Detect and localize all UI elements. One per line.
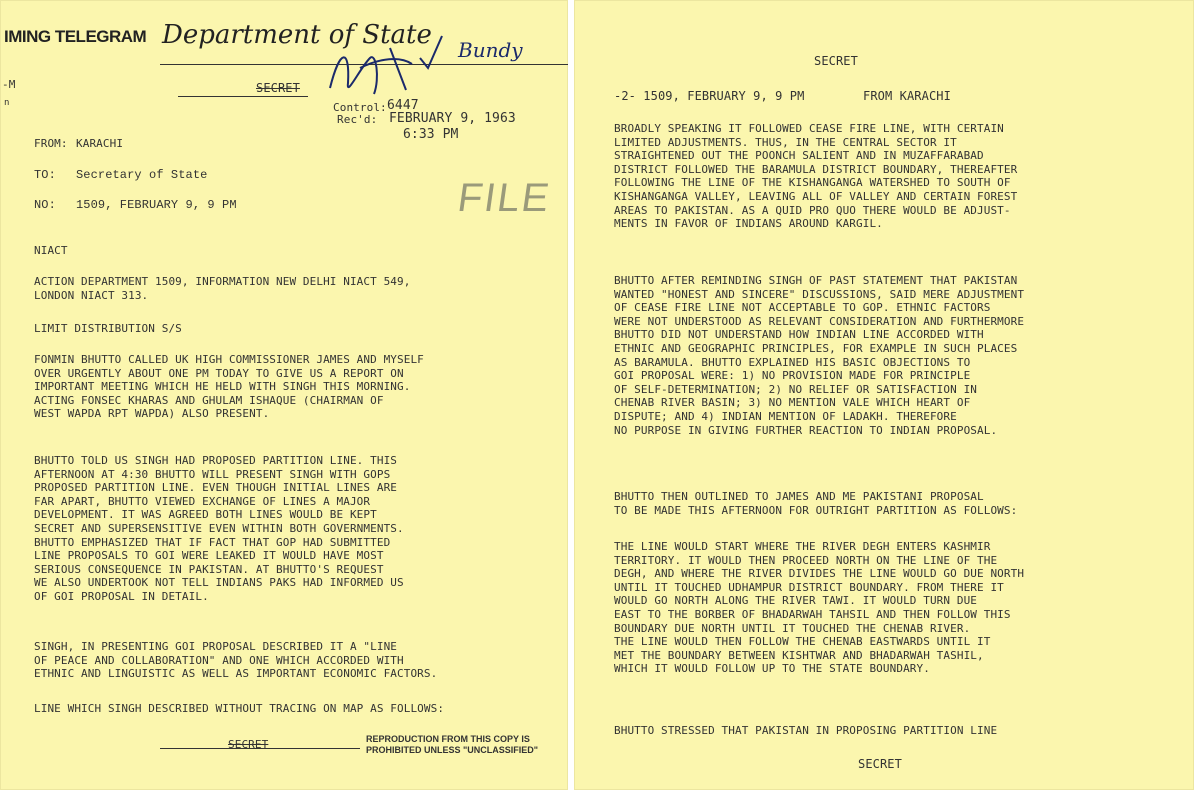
body-paragraph: NIACT	[34, 244, 68, 257]
body-paragraph: THE LINE WOULD START WHERE THE RIVER DEGH ENTERS KASHMIR TERRITORY. IT WOULD THEN PROCEED NORTH ON THE LINE OF THE DEGH, AND WHERE THE RIVER DIVIDES THE LINE WOULD GO DUE NORTH UNTIL IT TOUCHED UDHAMPUR DISTRICT BOUNDARY. FROM THERE IT WOULD GO NORTH ALONG THE RIVER TAWI. IT WOULD TURN DUE EAST TO THE BORBER OF BHADARWAH TAHSIL AND THEN FOLLOW THIS BOUNDARY DUE NORTH UNTIL IT TOUCHED THE CHENAB RIVER. THE LINE WOULD THEN FOLLOW THE CHENAB EASTWARDS UNTIL IT MET THE BOUNDARY BETWEEN KISHTWAR AND BHADARWAH TASHIL, WHICH IT WOULD FOLLOW UP TO THE STATE BOUNDARY.	[614, 540, 1025, 676]
body-paragraph: BHUTTO STRESSED THAT PAKISTAN IN PROPOSING PARTITION LINE	[614, 724, 998, 737]
file-stamp: FILE	[454, 176, 554, 220]
classification-mark: SECRET	[256, 81, 300, 95]
control-number: 6447	[387, 98, 419, 113]
telegram-page-1	[0, 0, 568, 790]
number-value: 1509, FEBRUARY 9, 9 PM	[76, 198, 237, 212]
body-paragraph: BHUTTO THEN OUTLINED TO JAMES AND ME PAKISTANI PROPOSAL TO BE MADE THIS AFTERNOON FOR OUTRIGHT PARTITION AS FOLLOWS:	[614, 490, 1018, 517]
body-paragraph: BHUTTO TOLD US SINGH HAD PROPOSED PARTITION LINE. THIS AFTERNOON AT 4:30 BHUTTO WILL PRESENT SINGH WITH GOPS PROPOSED PARTITION LINE. EVEN THOUGH INITIAL LINES ARE FAR APART, BHUTTO VIEWED EXCHANGE OF LINES A MAJOR DEVELOPMENT. IT WAS AGREED BOTH LINES WOULD BE KEPT SECRET AND SUPERSENSITIVE EVEN WITHIN BOTH GOVERNMENTS. BHUTTO EMPHASIZED THAT IF FACT THAT GOP HAD SUBMITTED LINE PROPOSALS TO GOI WERE LEAKED IT WOULD HAVE MOST SERIOUS CONSEQUENCE IN PAKISTAN. AT BHUTTO'S REQUEST WE ALSO UNDERTOOK NOT TELL INDIANS PAKS HAD INFORMED US OF GOI PROPOSAL IN DETAIL.	[34, 454, 404, 603]
body-paragraph: SINGH, IN PRESENTING GOI PROPOSAL DESCRIBED IT A "LINE OF PEACE AND COLLABORATION" AND ONE WHICH ACCORDED WITH ETHNIC AND LINGUISTIC AS WELL AS IMPORTANT ECONOMIC FACTORS.	[34, 640, 438, 681]
margin-mark: n	[4, 98, 10, 108]
received-label: Rec'd:	[337, 113, 378, 126]
classification-rule	[178, 96, 308, 97]
body-paragraph: BROADLY SPEAKING IT FOLLOWED CEASE FIRE LINE, WITH CERTAIN LIMITED ADJUSTMENTS. THUS, IN THE CENTRAL SECTOR IT STRAIGHTENED OUT THE POONCH SALIENT AND IN MUZAFFARABAD DISTRICT FOLLOWED THE BARAMULA DISTRICT BOUNDARY, THEREAFTER FOLLOWING THE LINE OF THE KISHANGANGA WATERSHED TO SOUTH OF KISHANGANGA VALLEY, LEAVING ALL OF VALLEY AND CERTAIN FOREST AREAS TO PAKISTAN. AS A QUID PRO QUO THERE WOULD BE ADJUST- MENTS IN FAVOR OF INDIANS AROUND KARGIL.	[614, 122, 1018, 231]
department-title: Department of State	[162, 20, 432, 50]
telegram-header: IMING TELEGRAM	[4, 27, 147, 46]
body-paragraph: LIMIT DISTRIBUTION S/S	[34, 322, 182, 335]
page-dateline: -2- 1509, FEBRUARY 9, 9 PM FROM KARACHI	[614, 89, 951, 103]
to-label: TO:	[34, 168, 56, 182]
from-value: KARACHI	[76, 137, 124, 150]
footer-classification: SECRET	[228, 738, 269, 751]
body-paragraph: BHUTTO AFTER REMINDING SINGH OF PAST STATEMENT THAT PAKISTAN WANTED "HONEST AND SINCERE" DISCUSSIONS, SAID MERE ADJUSTMENT OF CEASE FIRE LINE NOT ACCEPTABLE TO GOP. ETHNIC FACTORS WERE NOT UNDERSTOOD AS RELEVANT CONSIDERATION AND FURTHERMORE BHUTTO DID NOT UNDERSTAND HOW INDIAN LINE ACCORDED WITH ETHNIC AND GEOGRAPHIC PRINCIPLES, FOR EXAMPLE IN SUCH PLACES AS BARAMULA. BHUTTO EXPLAINED HIS BASIC OBJECTIONS TO GOI PROPOSAL WERE: 1) NO PROVISION MADE FOR PRINCIPLE OF SELF-DETERMINATION; 2) NO RELIEF OR SATISFACTION IN CHENAB RIVER BASIN; 3) NO MENTION VALE WHICH HEART OF DISPUTE; AND 4) INDIAN MENTION OF LADAKH. THEREFORE NO PURPOSE IN GIVING FURTHER REACTION TO INDIAN PROPOSAL.	[614, 274, 1025, 437]
number-label: NO:	[34, 198, 56, 212]
header-classification: SECRET	[814, 54, 858, 68]
telegram-page-2	[574, 0, 1194, 790]
body-paragraph: LINE WHICH SINGH DESCRIBED WITHOUT TRACING ON MAP AS FOLLOWS:	[34, 702, 445, 715]
to-value: Secretary of State	[76, 168, 208, 182]
from-label: FROM:	[34, 137, 68, 150]
handwritten-signature: Bundy	[458, 38, 523, 62]
reproduction-notice: REPRODUCTION FROM THIS COPY IS PROHIBITED UNLESS "UNCLASSIFIED"	[366, 734, 539, 755]
body-paragraph: FONMIN BHUTTO CALLED UK HIGH COMMISSIONER JAMES AND MYSELF OVER URGENTLY ABOUT ONE PM TODAY TO GIVE US A REPORT ON IMPORTANT MEETING WHICH HE HELD WITH SINGH THIS MORNING. ACTING FONSEC KHARAS AND GHULAM ISHAQUE (CHAIRMAN OF WEST WAPDA RPT WAPDA) ALSO PRESENT.	[34, 353, 424, 421]
footer-classification: SECRET	[858, 757, 902, 771]
margin-mark: -M	[2, 78, 16, 91]
received-date: FEBRUARY 9, 1963	[389, 111, 516, 126]
body-paragraph: ACTION DEPARTMENT 1509, INFORMATION NEW DELHI NIACT 549, LONDON NIACT 313.	[34, 275, 411, 302]
control-label: Control:	[333, 101, 387, 114]
received-time: 6:33 PM	[403, 127, 459, 142]
